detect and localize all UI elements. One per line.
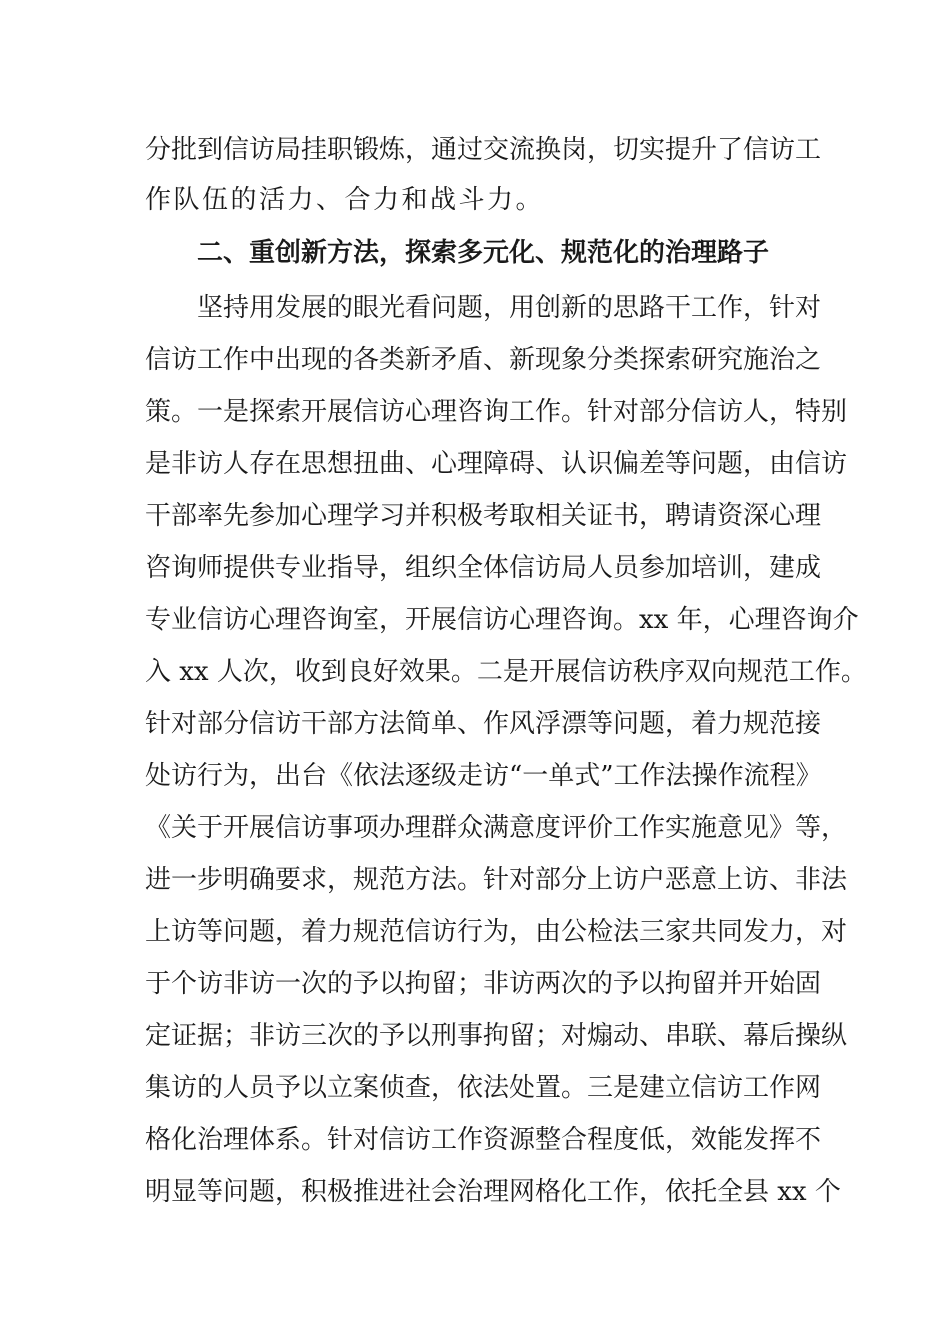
text-line: 进一步明确要求，规范方法。针对部分上访户恶意上访、非法 [145,865,848,895]
text-line: 集访的人员予以立案侦查，依法处置。三是建立信访工作网 [145,1073,822,1103]
text-line: 明显等问题，积极推进社会治理网格化工作，依托全县 xx 个 [145,1177,841,1207]
text-line: 格化治理体系。针对信访工作资源整合程度低，效能发挥不 [145,1125,822,1155]
text-line: 针对部分信访干部方法简单、作风浮漂等问题，着力规范接 [145,709,822,739]
text-line: 上访等问题，着力规范信访行为，由公检法三家共同发力，对 [145,917,848,947]
text-line: 干部率先参加心理学习并积极考取相关证书，聘请资深心理 [145,501,822,531]
text-line: 是非访人存在思想扭曲、心理障碍、认识偏差等问题，由信访 [145,449,848,479]
text-line: 咨询师提供专业指导，组织全体信访局人员参加培训，建成 [145,553,822,583]
text-line: 《关于开展信访事项办理群众满意度评价工作实施意见》等， [145,813,848,843]
text-line: 定证据；非访三次的予以刑事拘留；对煽动、串联、幕后操纵 [145,1021,848,1051]
text-line: 入 xx 人次，收到良好效果。二是开展信访秩序双向规范工作。 [145,657,867,687]
text-line: 分批到信访局挂职锻炼，通过交流换岗，切实提升了信访工 [145,135,822,165]
text-line: 作队伍的活力、合力和战斗力。 [145,185,545,215]
text-line: 坚持用发展的眼光看问题，用创新的思路干工作，针对 [197,293,822,323]
text-line: 信访工作中出现的各类新矛盾、新现象分类探索研究施治之 [145,345,822,375]
text-line: 专业信访心理咨询室，开展信访心理咨询。xx 年，心理咨询介 [145,605,859,635]
section-heading: 二、重创新方法，探索多元化、规范化的治理路子 [197,238,770,268]
text-line: 于个访非访一次的予以拘留；非访两次的予以拘留并开始固 [145,969,822,999]
text-line: 策。一是探索开展信访心理咨询工作。针对部分信访人，特别 [145,397,848,427]
text-line: 处访行为，出台《依法逐级走访“一单式”工作法操作流程》 [145,761,822,791]
